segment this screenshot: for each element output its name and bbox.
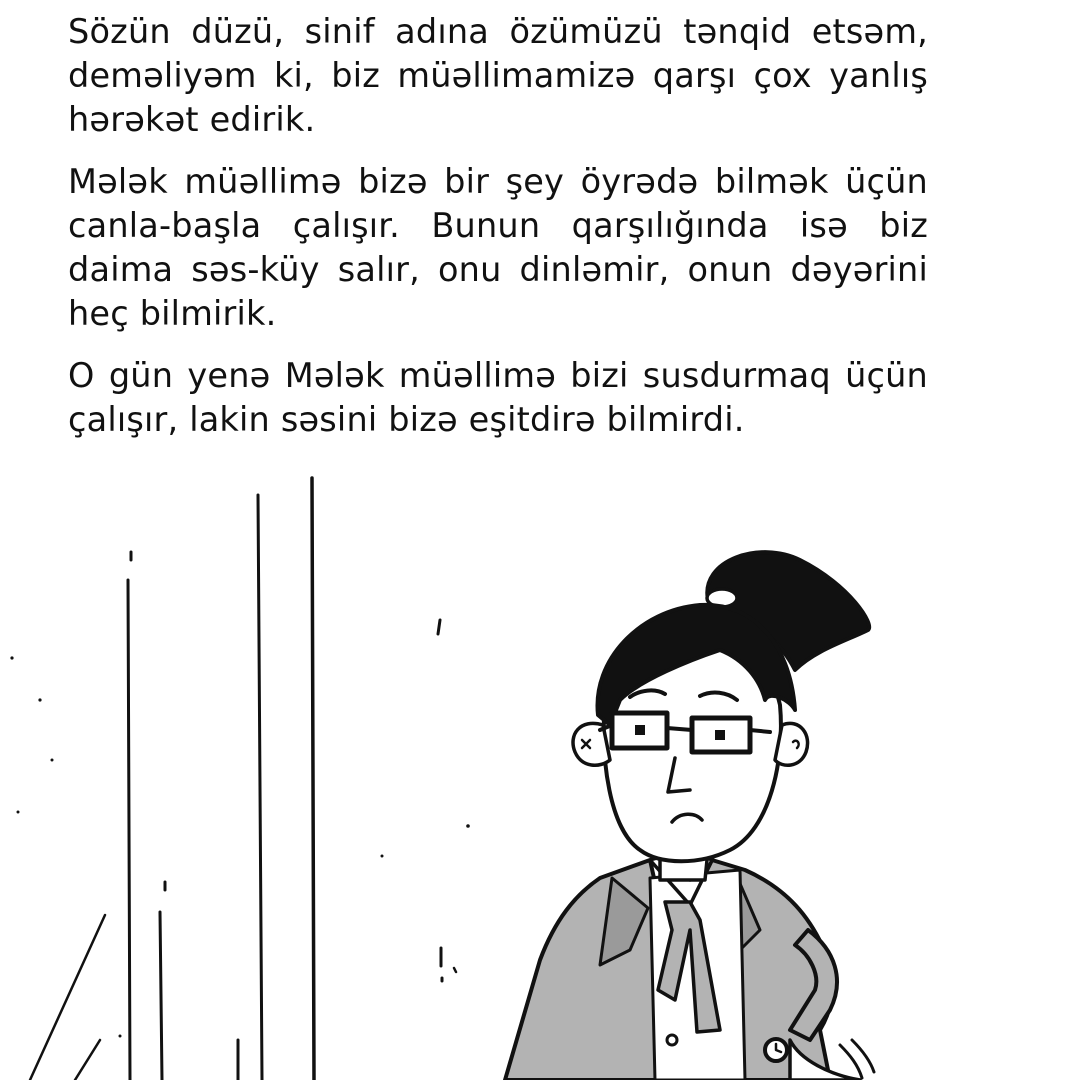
paragraph-1: Sözün düzü, sinif adına özümüzü tənqid etsəm, deməliyəm ki, biz müəllimamizə qarşı çox yanlış hərəkət edirik. [68, 12, 928, 139]
story-text [68, 10, 928, 460]
paragraph-3: O gün yenə Mələk müəllimə bizi susdurmaq üçün çalışır, lakin səsini bizə eşitdirə bilmirdi. [68, 356, 928, 439]
eye-left [635, 725, 645, 735]
background-door-lines [30, 478, 456, 1080]
teacher-figure [505, 552, 874, 1080]
eye-right [715, 730, 725, 740]
shirt-button [667, 1035, 677, 1045]
paragraph-2: Mələk müəllimə bizə bir şey öyrədə bilmək üçün canla-başla çalışır. Bunun qarşılığında isə biz daima səs-küy salır, onu dinləmir, onun dəyərini heç bilmirik. [68, 162, 928, 333]
comic-illustration [0, 460, 1080, 1080]
glasses-bridge [667, 728, 692, 730]
background-dots [10, 656, 469, 1037]
ear-right [775, 723, 808, 765]
